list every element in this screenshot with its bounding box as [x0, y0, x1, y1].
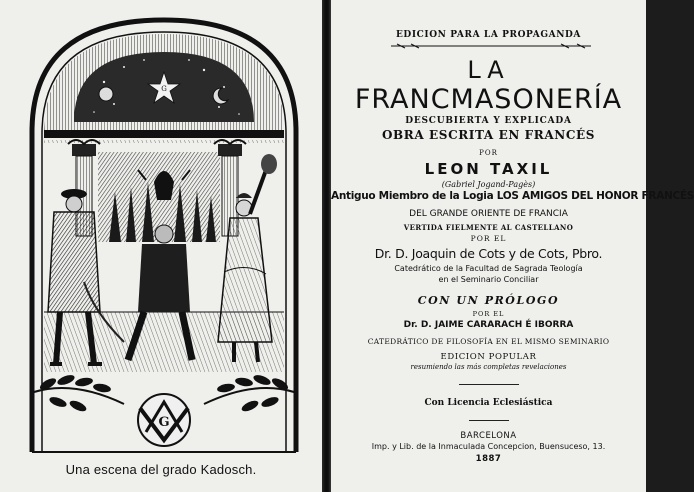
publication-city: BARCELONA	[460, 431, 517, 441]
translator-title-1: Catedrático de la Facultad de Sagrada Teología	[394, 264, 583, 273]
translator-name: Dr. D. Joaquin de Cots y de Cots, Pbro.	[374, 246, 603, 261]
por-el-label-1: POR EL	[470, 234, 507, 243]
svg-text:G: G	[158, 415, 170, 430]
right-page	[331, 0, 694, 492]
title-article: LA	[467, 56, 510, 84]
por-label: POR	[479, 149, 498, 157]
prologue-heading: CON UN PRÓLOGO	[417, 294, 560, 307]
engraving-caption: Una escena del grado Kadosch.	[65, 462, 257, 477]
summary-line: resumiendo las más completas revelaciones	[410, 363, 567, 371]
work-line: OBRA ESCRITA EN FRANCÉS	[382, 128, 595, 142]
kadosch-engraving	[14, 12, 314, 460]
svg-text:G: G	[161, 85, 167, 93]
orient-line: DEL GRANDE ORIENTE DE FRANCIA	[409, 209, 568, 219]
printer-line: Imp. y Lib. de la Inmaculada Concepcion, Buensuceso, 13.	[371, 442, 606, 451]
author-real-name: (Gabriel Jogand-Pagès)	[441, 180, 536, 189]
ecclesiastical-license: Con Licencia Eclesiástica	[424, 398, 553, 408]
book-gutter	[322, 0, 331, 492]
publication-year: 1887	[475, 454, 502, 464]
por-el-label-2: POR EL	[472, 310, 505, 318]
translated-line: VERTIDA FIELMENTE AL CASTELLANO	[403, 223, 574, 232]
prologue-author: Dr. D. JAIME CARARACH É IBORRA	[403, 320, 574, 330]
title-page	[331, 0, 694, 492]
edition-underline	[391, 43, 591, 49]
divider-rule	[469, 420, 509, 421]
left-page	[0, 0, 322, 492]
book-title: FRANCMASONERÍA	[354, 84, 623, 115]
sun-icon	[99, 87, 113, 101]
translator-title-2: en el Seminario Conciliar	[438, 275, 539, 284]
severed-head	[261, 154, 277, 174]
author-name: LEON TAXIL	[424, 160, 553, 178]
prologue-author-title: CATEDRÁTICO DE FILOSOFÍA EN EL MISMO SEMINARIO	[367, 337, 610, 346]
divider-rule	[459, 384, 519, 385]
author-membership: Antiguo Miembro de la Logia LOS AMIGOS DEL HONOR FRANCÉS	[331, 190, 694, 202]
square-and-compass-icon	[138, 394, 190, 446]
edition-label: EDICION PARA LA PROPAGANDA	[395, 30, 582, 40]
subtitle: DESCUBIERTA Y EXPLICADA	[405, 116, 572, 126]
popular-edition: EDICION POPULAR	[440, 352, 537, 362]
